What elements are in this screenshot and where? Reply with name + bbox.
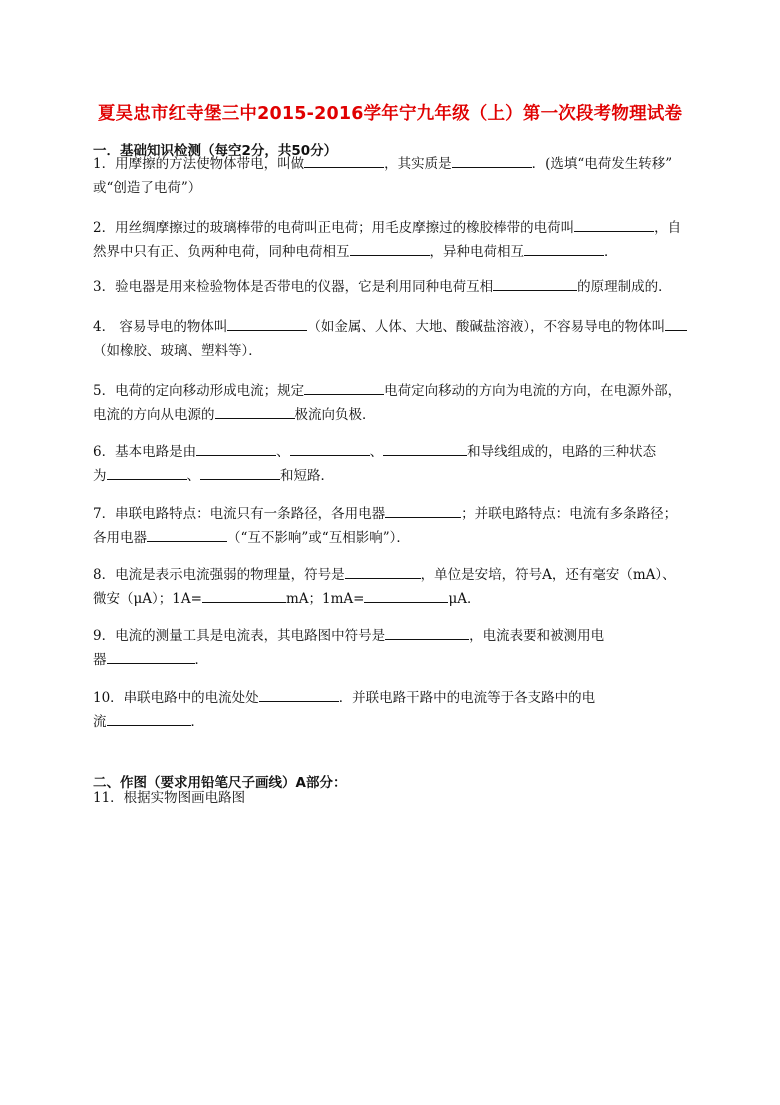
answer-blank	[383, 441, 467, 456]
q10-text-d: ．	[190, 714, 204, 730]
answer-blank	[304, 153, 384, 168]
answer-blank	[259, 687, 339, 702]
q7-text-d: （“互不影响”或“互相影响”）．	[227, 530, 410, 546]
question-6	[93, 440, 693, 488]
q1-text-a: 1．用摩擦的方法使物体带电，叫做	[93, 156, 305, 172]
answer-blank	[202, 588, 286, 603]
q9-text-d: ．	[194, 652, 208, 668]
q6-text-d: 和导线组成的，电路的三种状态	[467, 444, 657, 460]
q5-text-a: 5．电荷的定向移动形成电流；规定	[93, 383, 305, 399]
q10-text-c: 流	[93, 714, 107, 730]
q7-text-b: ；并联电路特点：电流有多条路径；	[461, 506, 678, 522]
q9-text-a: 9．电流的测量工具是电流表，其电路图中符号是	[93, 628, 386, 644]
answer-blank	[364, 588, 448, 603]
answer-blank	[290, 441, 370, 456]
section-1-heading: 一．基础知识检测（每空2分，共50分）	[93, 143, 338, 159]
q5-text-d: 极流向负极．	[294, 407, 376, 423]
q4-text-b: （如金属、人体、大地、酸碱盐溶液），不容易导电的物体叫	[307, 319, 666, 335]
q10-text-b: ．并联电路干路中的电流等于各支路中的电	[338, 690, 596, 706]
q8-text-c: 微安（μA）；1A=	[93, 591, 202, 607]
q9-text-c: 器	[93, 652, 107, 668]
q5-text-b: 电荷定向移动的方向为电流的方向，在电源外部，	[384, 383, 682, 399]
q8-text-b: ，单位是安培，符号A，还有毫安（mA）、	[420, 567, 676, 583]
q6-text-c: 、	[369, 444, 384, 460]
answer-blank	[107, 465, 187, 480]
q4-text-a: 4． 容易导电的物体叫	[93, 319, 228, 335]
question-5	[93, 379, 693, 427]
q11-text: 11．根据实物图画电路图	[93, 790, 246, 806]
q6-text-g: 和短路．	[280, 468, 334, 484]
q2-text-e: ．	[604, 244, 618, 260]
q7-text-a: 7．串联电路特点：电流只有一条路径，各用电器	[93, 506, 386, 522]
q3-text-a: 3．验电器是用来检验物体是否带电的仪器，它是利用同种电荷互相	[93, 279, 494, 295]
q8-text-a: 8．电流是表示电流强弱的物理量，符号是	[93, 567, 345, 583]
q2-text-a: 2．用丝绸摩擦过的玻璃棒带的电荷叫正电荷；用毛皮摩擦过的橡胶棒带的电荷叫	[93, 220, 575, 236]
answer-blank	[107, 649, 195, 664]
answer-blank	[574, 217, 654, 232]
answer-blank	[200, 465, 280, 480]
q8-text-d: mA；1mA=	[285, 591, 365, 607]
answer-blank	[524, 241, 604, 256]
q6-text-f: 、	[186, 468, 200, 484]
answer-blank	[304, 380, 384, 395]
exam-title: 夏吴忠市红寺堡三中2015-2016学年宁九年级（上）第一次段考物理试卷	[97, 104, 683, 124]
q1-text-d: 或“创造了电荷”）	[93, 180, 202, 196]
answer-blank	[345, 564, 421, 579]
answer-blank	[493, 276, 577, 291]
q7-text-c: 各用电器	[93, 530, 147, 546]
q4-text-c: （如橡胶、玻璃、塑料等）．	[93, 343, 262, 359]
question-2	[93, 216, 693, 264]
answer-blank	[665, 316, 687, 331]
q10-text-a: 10．串联电路中的电流处处	[93, 690, 259, 706]
question-10	[93, 686, 693, 734]
answer-blank	[350, 241, 430, 256]
answer-blank	[385, 625, 469, 640]
q9-text-b: ，电流表要和被测用电	[469, 628, 605, 644]
section-2-heading: 二、作图（要求用铅笔尺子画线）A部分：	[93, 775, 347, 791]
question-1	[93, 152, 693, 200]
question-8	[93, 563, 693, 611]
answer-blank	[107, 711, 191, 726]
q6-text-e: 为	[93, 468, 107, 484]
answer-blank	[452, 153, 532, 168]
question-7	[93, 502, 693, 550]
question-4	[93, 315, 693, 363]
question-9	[93, 624, 693, 672]
q1-text-c: ．(选填“电荷发生转移”	[531, 156, 673, 172]
q2-text-b: ，自	[654, 220, 682, 236]
q1-text-b: ，其实质是	[384, 156, 452, 172]
q2-text-d: ，异种电荷相互	[429, 244, 524, 260]
answer-blank	[385, 503, 461, 518]
question-3	[93, 275, 693, 299]
question-11	[93, 786, 693, 810]
q6-text-a: 6．基本电路是由	[93, 444, 197, 460]
answer-blank	[147, 527, 227, 542]
answer-blank	[196, 441, 276, 456]
q6-text-b: 、	[276, 444, 290, 460]
q2-text-c: 然界中只有正、负两种电荷，同种电荷相互	[93, 244, 350, 260]
q3-text-b: 的原理制成的．	[577, 279, 672, 295]
q8-text-e: μA．	[448, 591, 481, 607]
q5-text-c: 电流的方向从电源的	[93, 407, 215, 423]
answer-blank	[227, 316, 307, 331]
answer-blank	[215, 404, 295, 419]
